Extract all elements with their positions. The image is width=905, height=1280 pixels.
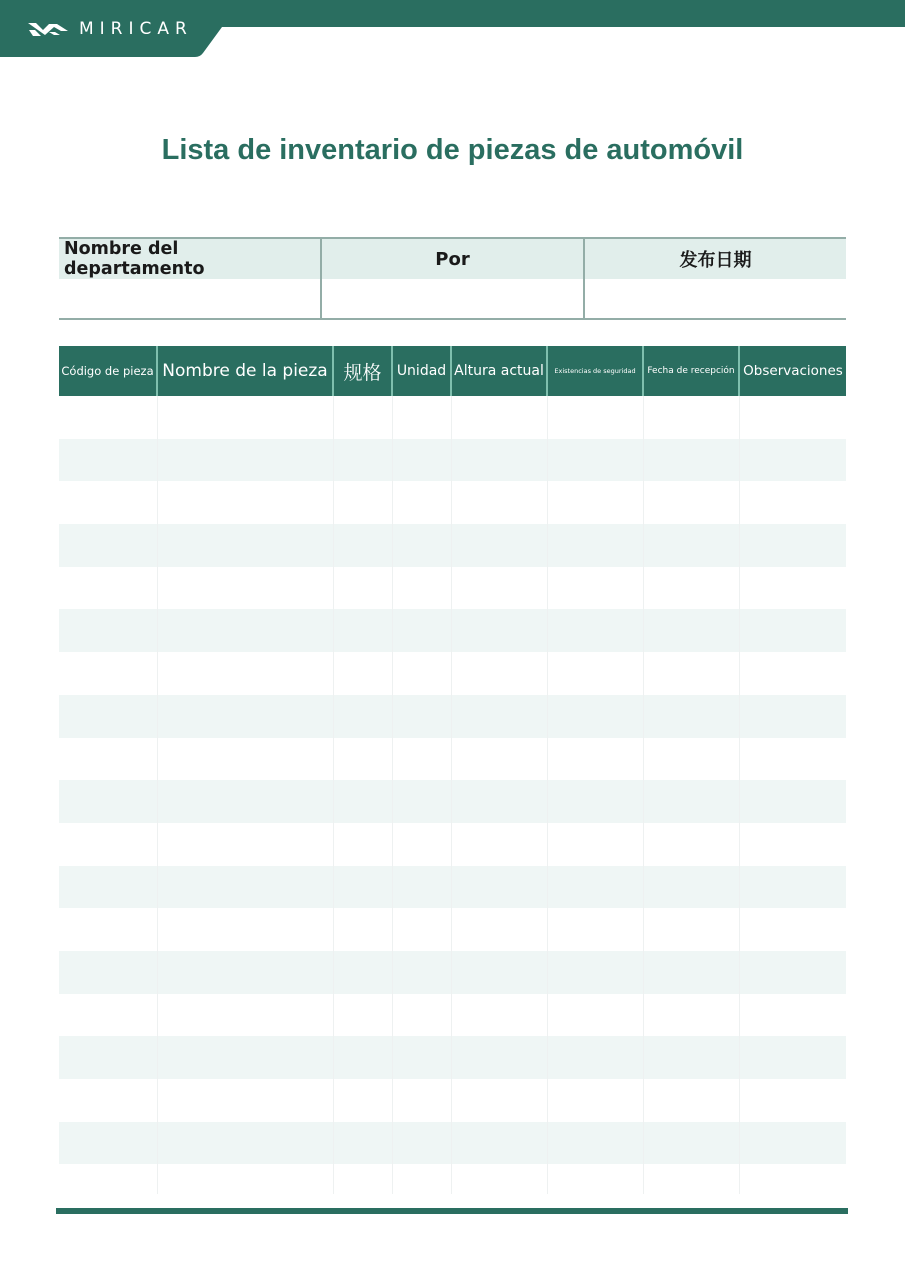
table-cell[interactable] [548,609,644,652]
table-cell[interactable] [334,1036,393,1079]
table-cell[interactable] [452,695,548,738]
table-cell[interactable] [59,738,158,781]
table-cell[interactable] [158,1164,334,1194]
table-cell[interactable] [740,481,846,524]
table-row [59,481,846,524]
table-cell[interactable] [452,1036,548,1079]
table-row [59,823,846,866]
table-cell[interactable] [393,866,452,909]
table-cell[interactable] [334,780,393,823]
table-cell[interactable] [452,396,548,439]
table-cell[interactable] [452,994,548,1037]
table-cell[interactable] [59,1079,158,1122]
table-cell[interactable] [548,951,644,994]
table-row [59,439,846,482]
column-header-safety-stock: Existencias de seguridad [548,346,644,396]
table-cell[interactable] [548,1122,644,1165]
table-cell[interactable] [59,780,158,823]
table-cell[interactable] [158,652,334,695]
table-row [59,567,846,610]
table-cell[interactable] [740,738,846,781]
table-cell[interactable] [393,439,452,482]
table-cell[interactable] [158,866,334,909]
table-cell[interactable] [59,1122,158,1165]
table-row [59,1164,846,1194]
table-cell[interactable] [158,567,334,610]
column-header-observations: Observaciones [743,363,843,379]
table-cell[interactable] [740,652,846,695]
table-cell[interactable] [59,994,158,1037]
table-cell[interactable] [334,567,393,610]
table-cell[interactable] [740,524,846,567]
column-header-part-name: Nombre de la pieza [158,346,334,396]
column-header-unit: Unidad [393,346,452,396]
table-cell[interactable] [393,823,452,866]
table-cell[interactable] [740,951,846,994]
table-cell[interactable] [452,1122,548,1165]
table-cell[interactable] [158,823,334,866]
meta-department-field[interactable] [59,279,320,318]
table-cell[interactable] [740,609,846,652]
table-cell[interactable] [158,439,334,482]
table-cell[interactable] [393,951,452,994]
table-cell[interactable] [158,609,334,652]
table-cell[interactable] [59,695,158,738]
table-row [59,609,846,652]
table-cell[interactable] [644,951,740,994]
table-cell[interactable] [548,695,644,738]
inventory-table-header [59,346,846,396]
table-cell[interactable] [452,780,548,823]
table-row [59,951,846,994]
table-cell[interactable] [334,738,393,781]
table-cell[interactable] [158,908,334,951]
table-cell[interactable] [158,951,334,994]
table-cell[interactable] [59,396,158,439]
table-row [59,524,846,567]
table-cell[interactable] [452,951,548,994]
table-cell[interactable] [548,1079,644,1122]
table-cell[interactable] [334,524,393,567]
table-cell[interactable] [452,524,548,567]
table-cell[interactable] [393,481,452,524]
table-cell[interactable] [334,1122,393,1165]
table-row [59,738,846,781]
table-cell[interactable] [644,866,740,909]
table-cell[interactable] [59,1164,158,1194]
table-cell[interactable] [59,823,158,866]
table-cell[interactable] [334,823,393,866]
brand-logo [27,17,193,41]
table-cell[interactable] [644,695,740,738]
table-cell[interactable] [644,567,740,610]
table-row [59,780,846,823]
header-banner [0,0,905,57]
table-cell[interactable] [393,609,452,652]
brand-name: MIRICAR [79,19,193,39]
column-header-current-height: Altura actual [452,346,548,396]
table-cell[interactable] [158,1079,334,1122]
table-row [59,396,846,439]
table-cell[interactable] [393,1079,452,1122]
table-row [59,994,846,1037]
table-cell[interactable] [452,439,548,482]
table-row [59,1079,846,1122]
table-cell[interactable] [393,652,452,695]
inventory-table-body [59,396,846,1194]
table-cell[interactable] [740,439,846,482]
table-cell[interactable] [548,396,644,439]
table-cell[interactable] [158,1036,334,1079]
table-cell[interactable] [548,524,644,567]
table-cell[interactable] [548,1036,644,1079]
table-cell[interactable] [548,1164,644,1194]
table-cell[interactable] [158,780,334,823]
table-cell[interactable] [59,1036,158,1079]
table-cell[interactable] [548,481,644,524]
table-cell[interactable] [393,524,452,567]
meta-release-date-field[interactable] [585,279,846,318]
meta-by-field[interactable] [322,279,583,318]
table-cell[interactable] [452,481,548,524]
table-cell[interactable] [452,908,548,951]
document-title: Lista de inventario de piezas de automóvil [161,134,744,166]
table-cell[interactable] [452,823,548,866]
table-row [59,1122,846,1165]
table-cell[interactable] [334,652,393,695]
meta-department-label: Nombre del departamento [59,239,320,279]
meta-by [322,239,585,318]
table-cell[interactable] [334,609,393,652]
table-cell[interactable] [393,738,452,781]
table-cell[interactable] [644,481,740,524]
table-cell[interactable] [334,951,393,994]
table-cell[interactable] [334,439,393,482]
table-cell[interactable] [740,1079,846,1122]
table-cell[interactable] [393,1036,452,1079]
table-cell[interactable] [452,738,548,781]
table-cell[interactable] [644,1036,740,1079]
table-cell[interactable] [548,738,644,781]
table-cell[interactable] [59,567,158,610]
table-cell[interactable] [740,1164,846,1194]
table-cell[interactable] [740,1036,846,1079]
table-cell[interactable] [644,1079,740,1122]
table-cell[interactable] [334,1079,393,1122]
table-cell[interactable] [740,695,846,738]
table-row [59,866,846,909]
table-cell[interactable] [59,481,158,524]
table-cell[interactable] [158,1122,334,1165]
table-cell[interactable] [548,866,644,909]
table-cell[interactable] [644,439,740,482]
table-cell[interactable] [740,1122,846,1165]
wave-chevron-logo-icon [27,19,69,39]
table-row [59,695,846,738]
table-cell[interactable] [740,823,846,866]
table-cell[interactable] [644,1164,740,1194]
table-cell[interactable] [59,951,158,994]
table-cell[interactable] [158,695,334,738]
table-cell[interactable] [334,396,393,439]
table-cell[interactable] [158,481,334,524]
table-cell[interactable] [644,396,740,439]
meta-department [59,239,322,318]
table-cell[interactable] [334,994,393,1037]
table-cell[interactable] [158,396,334,439]
table-cell[interactable] [740,994,846,1037]
meta-release-date [585,239,846,318]
table-cell[interactable] [59,652,158,695]
table-cell[interactable] [740,396,846,439]
table-cell[interactable] [59,866,158,909]
table-cell[interactable] [334,908,393,951]
table-cell[interactable] [393,1164,452,1194]
table-cell[interactable] [393,908,452,951]
table-cell[interactable] [452,652,548,695]
table-cell[interactable] [452,1164,548,1194]
table-cell[interactable] [644,609,740,652]
meta-release-date-label: 发布日期 [585,239,846,279]
inventory-table [59,346,846,1194]
table-cell[interactable] [548,652,644,695]
table-cell[interactable] [644,908,740,951]
table-cell[interactable] [59,908,158,951]
table-cell[interactable] [644,1122,740,1165]
table-cell[interactable] [644,994,740,1037]
table-cell[interactable] [548,823,644,866]
table-cell[interactable] [393,396,452,439]
meta-by-label: Por [322,239,583,279]
table-cell[interactable] [393,695,452,738]
table-cell[interactable] [548,567,644,610]
table-cell[interactable] [393,994,452,1037]
table-cell[interactable] [393,1122,452,1165]
table-cell[interactable] [452,609,548,652]
table-cell[interactable] [334,1164,393,1194]
table-row [59,908,846,951]
table-cell[interactable] [644,738,740,781]
column-header-part-code: Código de pieza [59,346,158,396]
table-cell[interactable] [548,908,644,951]
table-cell[interactable] [158,524,334,567]
table-cell[interactable] [393,567,452,610]
table-cell[interactable] [334,481,393,524]
column-header-receipt-date: Fecha de recepción [644,346,740,396]
table-cell[interactable] [334,866,393,909]
footer-rule [56,1208,848,1214]
table-cell[interactable] [334,695,393,738]
table-cell[interactable] [548,994,644,1037]
table-cell[interactable] [59,609,158,652]
table-cell[interactable] [452,1079,548,1122]
table-cell[interactable] [452,567,548,610]
table-cell[interactable] [393,780,452,823]
document-meta-table [59,237,846,320]
table-row [59,652,846,695]
table-cell[interactable] [59,524,158,567]
table-row [59,1036,846,1079]
table-cell[interactable] [59,439,158,482]
table-cell[interactable] [644,524,740,567]
table-cell[interactable] [548,439,644,482]
table-cell[interactable] [548,780,644,823]
table-cell[interactable] [644,652,740,695]
table-cell[interactable] [740,908,846,951]
column-header-specification: 规格 [334,346,393,396]
table-cell[interactable] [452,866,548,909]
table-cell[interactable] [644,823,740,866]
table-cell[interactable] [158,738,334,781]
table-cell[interactable] [644,780,740,823]
table-cell[interactable] [158,994,334,1037]
table-cell[interactable] [740,866,846,909]
table-cell[interactable] [740,567,846,610]
table-cell[interactable] [740,780,846,823]
